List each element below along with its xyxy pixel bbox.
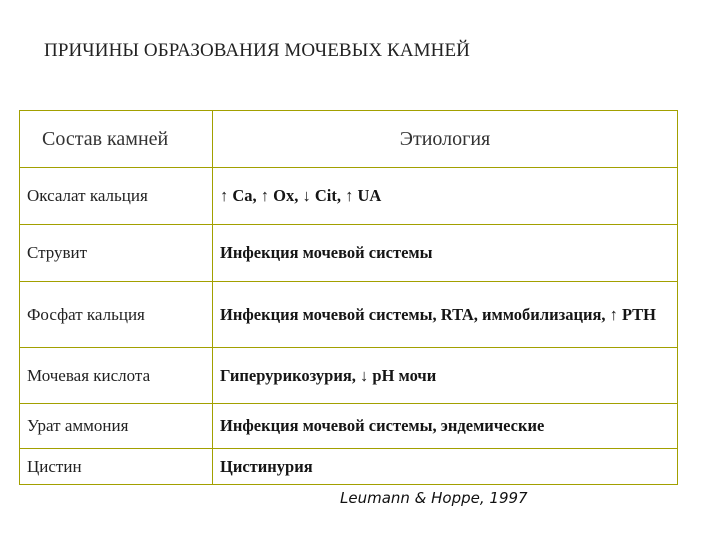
composition-cell: Урат аммония [20, 404, 213, 449]
composition-cell: Струвит [20, 225, 213, 282]
header-etiology: Этиология [213, 111, 678, 168]
header-composition: Состав камней [20, 111, 213, 168]
etiology-cell: Цистинурия [213, 449, 678, 485]
table-row [20, 404, 678, 449]
etiology-cell: ↑ Ca, ↑ Ox, ↓ Cit, ↑ UA [213, 168, 678, 225]
etiology-cell: Инфекция мочевой системы, RTA, иммобилизация, ↑ PTH [213, 282, 678, 348]
citation: Leumann & Hoppe, 1997 [340, 489, 528, 507]
table-header-row [20, 111, 678, 168]
table-row [20, 168, 678, 225]
composition-cell: Оксалат кальция [20, 168, 213, 225]
composition-cell: Фосфат кальция [20, 282, 213, 348]
slide-title: ПРИЧИНЫ ОБРАЗОВАНИЯ МОЧЕВЫХ КАМНЕЙ [44, 40, 470, 61]
stone-causes-table [19, 110, 678, 485]
composition-cell: Мочевая кислота [20, 348, 213, 404]
etiology-cell: Инфекция мочевой системы, эндемические [213, 404, 678, 449]
table-row [20, 449, 678, 485]
table-row [20, 282, 678, 348]
table-row [20, 225, 678, 282]
composition-cell: Цистин [20, 449, 213, 485]
table-row [20, 348, 678, 404]
etiology-cell: Гиперурикозурия, ↓ pH мочи [213, 348, 678, 404]
etiology-cell: Инфекция мочевой системы [213, 225, 678, 282]
